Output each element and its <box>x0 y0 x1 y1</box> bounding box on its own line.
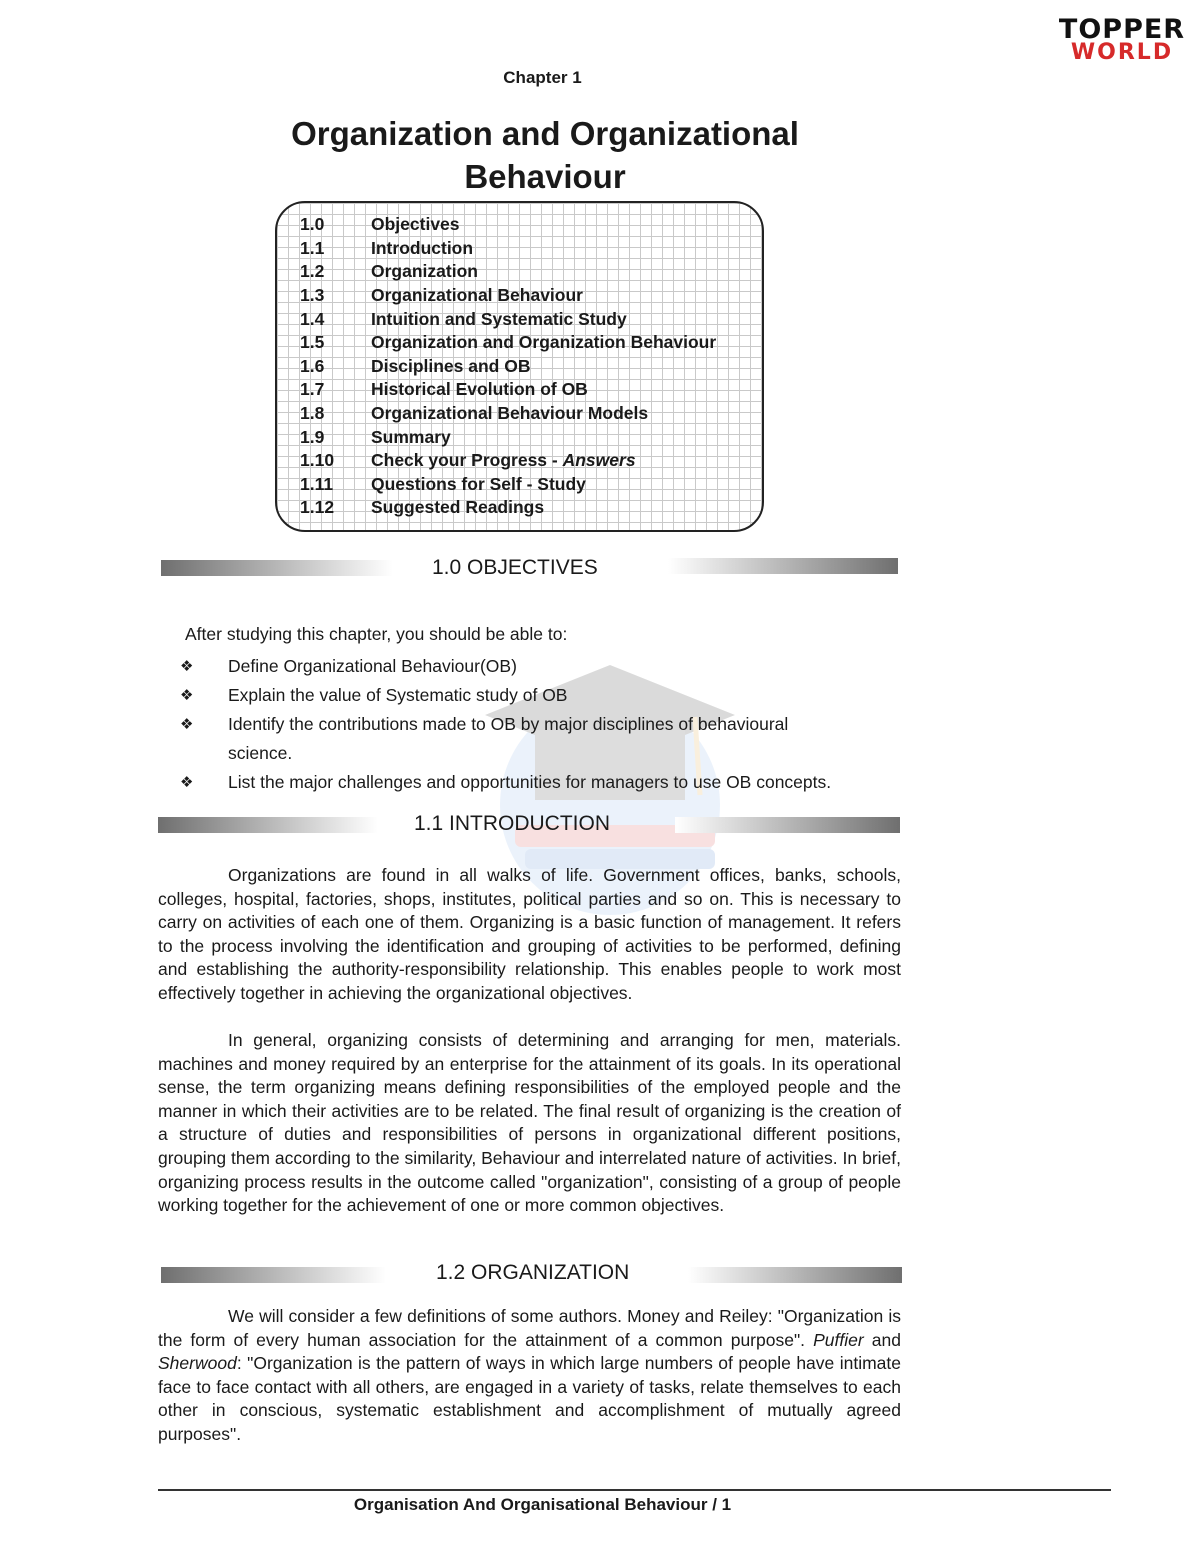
contents-item <box>300 213 716 237</box>
objectives-heading: 1.0 OBJECTIVES <box>432 556 598 579</box>
introduction-paragraph-2: In general, organizing consists of determining and arranging for men, materials. machines and money required by an enterprise for the attainment of its goals. In its operational sense, the term organizing means defining responsibilities of the employed people and the manner in which their activities are to be related. The final result of organizing is the creation of a structure of duties and responsibilities of persons in organizational different positions, grouping them according to the similarity, Behaviour and interrelated nature of activities. In brief, organizing process results in the outcome called "organization", consisting of a group of people working together for the achievement of one or more common objectives. <box>158 1030 901 1216</box>
contents-title: Organizational Behaviour Models <box>371 403 649 424</box>
organization-bar-right <box>688 1267 902 1283</box>
chapter-title-line-2: Behaviour <box>464 158 626 195</box>
contents-title: Organizational Behaviour <box>371 285 583 306</box>
contents-item <box>300 402 716 426</box>
chapter-label: Chapter 1 <box>503 68 582 87</box>
contents-title: Suggested Readings <box>371 497 545 518</box>
list-item <box>180 652 900 681</box>
contents-title-text: Check your Progress - <box>371 450 563 471</box>
contents-title <box>371 450 636 471</box>
contents-number: 1.9 <box>300 426 325 447</box>
contents-item <box>300 425 716 449</box>
contents-title: Organization <box>371 261 478 282</box>
contents-list <box>300 213 716 520</box>
objective-text: Define Organizational Behaviour(OB) <box>228 656 517 676</box>
objectives-list <box>180 652 900 797</box>
logo-line-2: WORLD <box>1070 40 1174 65</box>
list-item <box>180 681 900 710</box>
contents-item <box>300 260 716 284</box>
organization-bar-left <box>161 1267 386 1283</box>
contents-item <box>300 284 716 308</box>
contents-title: Intuition and Systematic Study <box>371 308 627 329</box>
objective-text: List the major challenges and opportunities for managers to use OB concepts. <box>228 772 832 792</box>
diamond-bullet-icon: ❖ <box>180 716 194 733</box>
objective-text: Identify the contributions made to OB by major disciplines of behavioural science. <box>228 714 789 763</box>
contents-title: Disciplines and OB <box>371 355 531 376</box>
chapter-title <box>240 112 850 198</box>
page-footer: Organisation And Organisational Behaviour / 1 <box>353 1495 732 1514</box>
contents-number: 1.12 <box>300 497 335 518</box>
introduction-bar-right <box>675 817 900 833</box>
contents-title: Historical Evolution of OB <box>371 379 588 400</box>
organization-text-b: : "Organization is the pattern of ways in which large numbers of people have intimate face to face contact with all others, are engaged in a variety of tasks, relate themselves to each other in conscious, systematic establishment and accomplishment of mutually agreed purposes". <box>158 1353 901 1444</box>
list-item <box>180 768 900 797</box>
contents-number: 1.4 <box>300 308 325 329</box>
introduction-heading: 1.1 INTRODUCTION <box>414 812 611 835</box>
contents-item <box>300 496 716 520</box>
organization-text-a: We will consider a few definitions of some authors. Money and Reiley: "Organization is the form of every human association for the attainment of a common purpose". <box>158 1306 901 1350</box>
contents-title-italic: Answers <box>562 450 636 471</box>
contents-number: 1.1 <box>300 237 325 258</box>
topper-world-logo <box>1052 16 1192 64</box>
organization-paragraph <box>158 1305 901 1447</box>
footer-rule <box>158 1489 1111 1491</box>
contents-item <box>300 355 716 379</box>
introduction-paragraph-1: Organizations are found in all walks of life. Government offices, banks, schools, colleges, hospital, factories, shops, institutes, political parties and so on. This is necessary to carry on activities of each one of them. Organizing is a basic function of management. It refers to the process involving the identification and grouping of activities to be performed, defining and establishing the authority-responsibility relationship. This enables people to work most effectively together in achieving the organizational objectives. <box>158 865 901 1003</box>
contents-item <box>300 473 716 497</box>
objectives-bar-right <box>668 558 898 574</box>
author-name: Puffier <box>813 1329 864 1350</box>
diamond-bullet-icon: ❖ <box>180 658 194 675</box>
organization-heading: 1.2 ORGANIZATION <box>436 1261 630 1284</box>
chapter-title-line-1: Organization and Organizational <box>291 115 799 152</box>
objective-text: Explain the value of Systematic study of OB <box>228 685 568 705</box>
contents-number: 1.8 <box>300 403 325 424</box>
diamond-bullet-icon: ❖ <box>180 687 194 704</box>
contents-item <box>300 331 716 355</box>
contents-number: 1.6 <box>300 355 325 376</box>
contents-number: 1.11 <box>300 473 334 494</box>
author-name: Sherwood <box>158 1353 237 1374</box>
logo-line-1: TOPPER <box>1058 14 1186 45</box>
contents-number: 1.2 <box>300 261 325 282</box>
objectives-lead: After studying this chapter, you should be able to: <box>185 624 568 644</box>
diamond-bullet-icon: ❖ <box>180 774 194 791</box>
contents-title: Introduction <box>371 237 474 258</box>
contents-number: 1.5 <box>300 332 325 353</box>
contents-number: 1.7 <box>300 379 325 400</box>
contents-item <box>300 378 716 402</box>
contents-number: 1.0 <box>300 214 325 235</box>
contents-item <box>300 449 716 473</box>
contents-title: Objectives <box>371 214 460 235</box>
introduction-bar-left <box>158 817 378 833</box>
objectives-bar-left <box>161 560 393 576</box>
contents-item <box>300 237 716 261</box>
organization-text-and: and <box>863 1329 901 1350</box>
contents-item <box>300 307 716 331</box>
list-item <box>180 710 900 768</box>
contents-title: Summary <box>371 426 451 447</box>
contents-box <box>275 201 764 532</box>
contents-title: Questions for Self - Study <box>371 473 586 494</box>
contents-number: 1.10 <box>300 450 335 471</box>
contents-number: 1.3 <box>300 285 325 306</box>
contents-title: Organization and Organization Behaviour <box>371 332 717 353</box>
